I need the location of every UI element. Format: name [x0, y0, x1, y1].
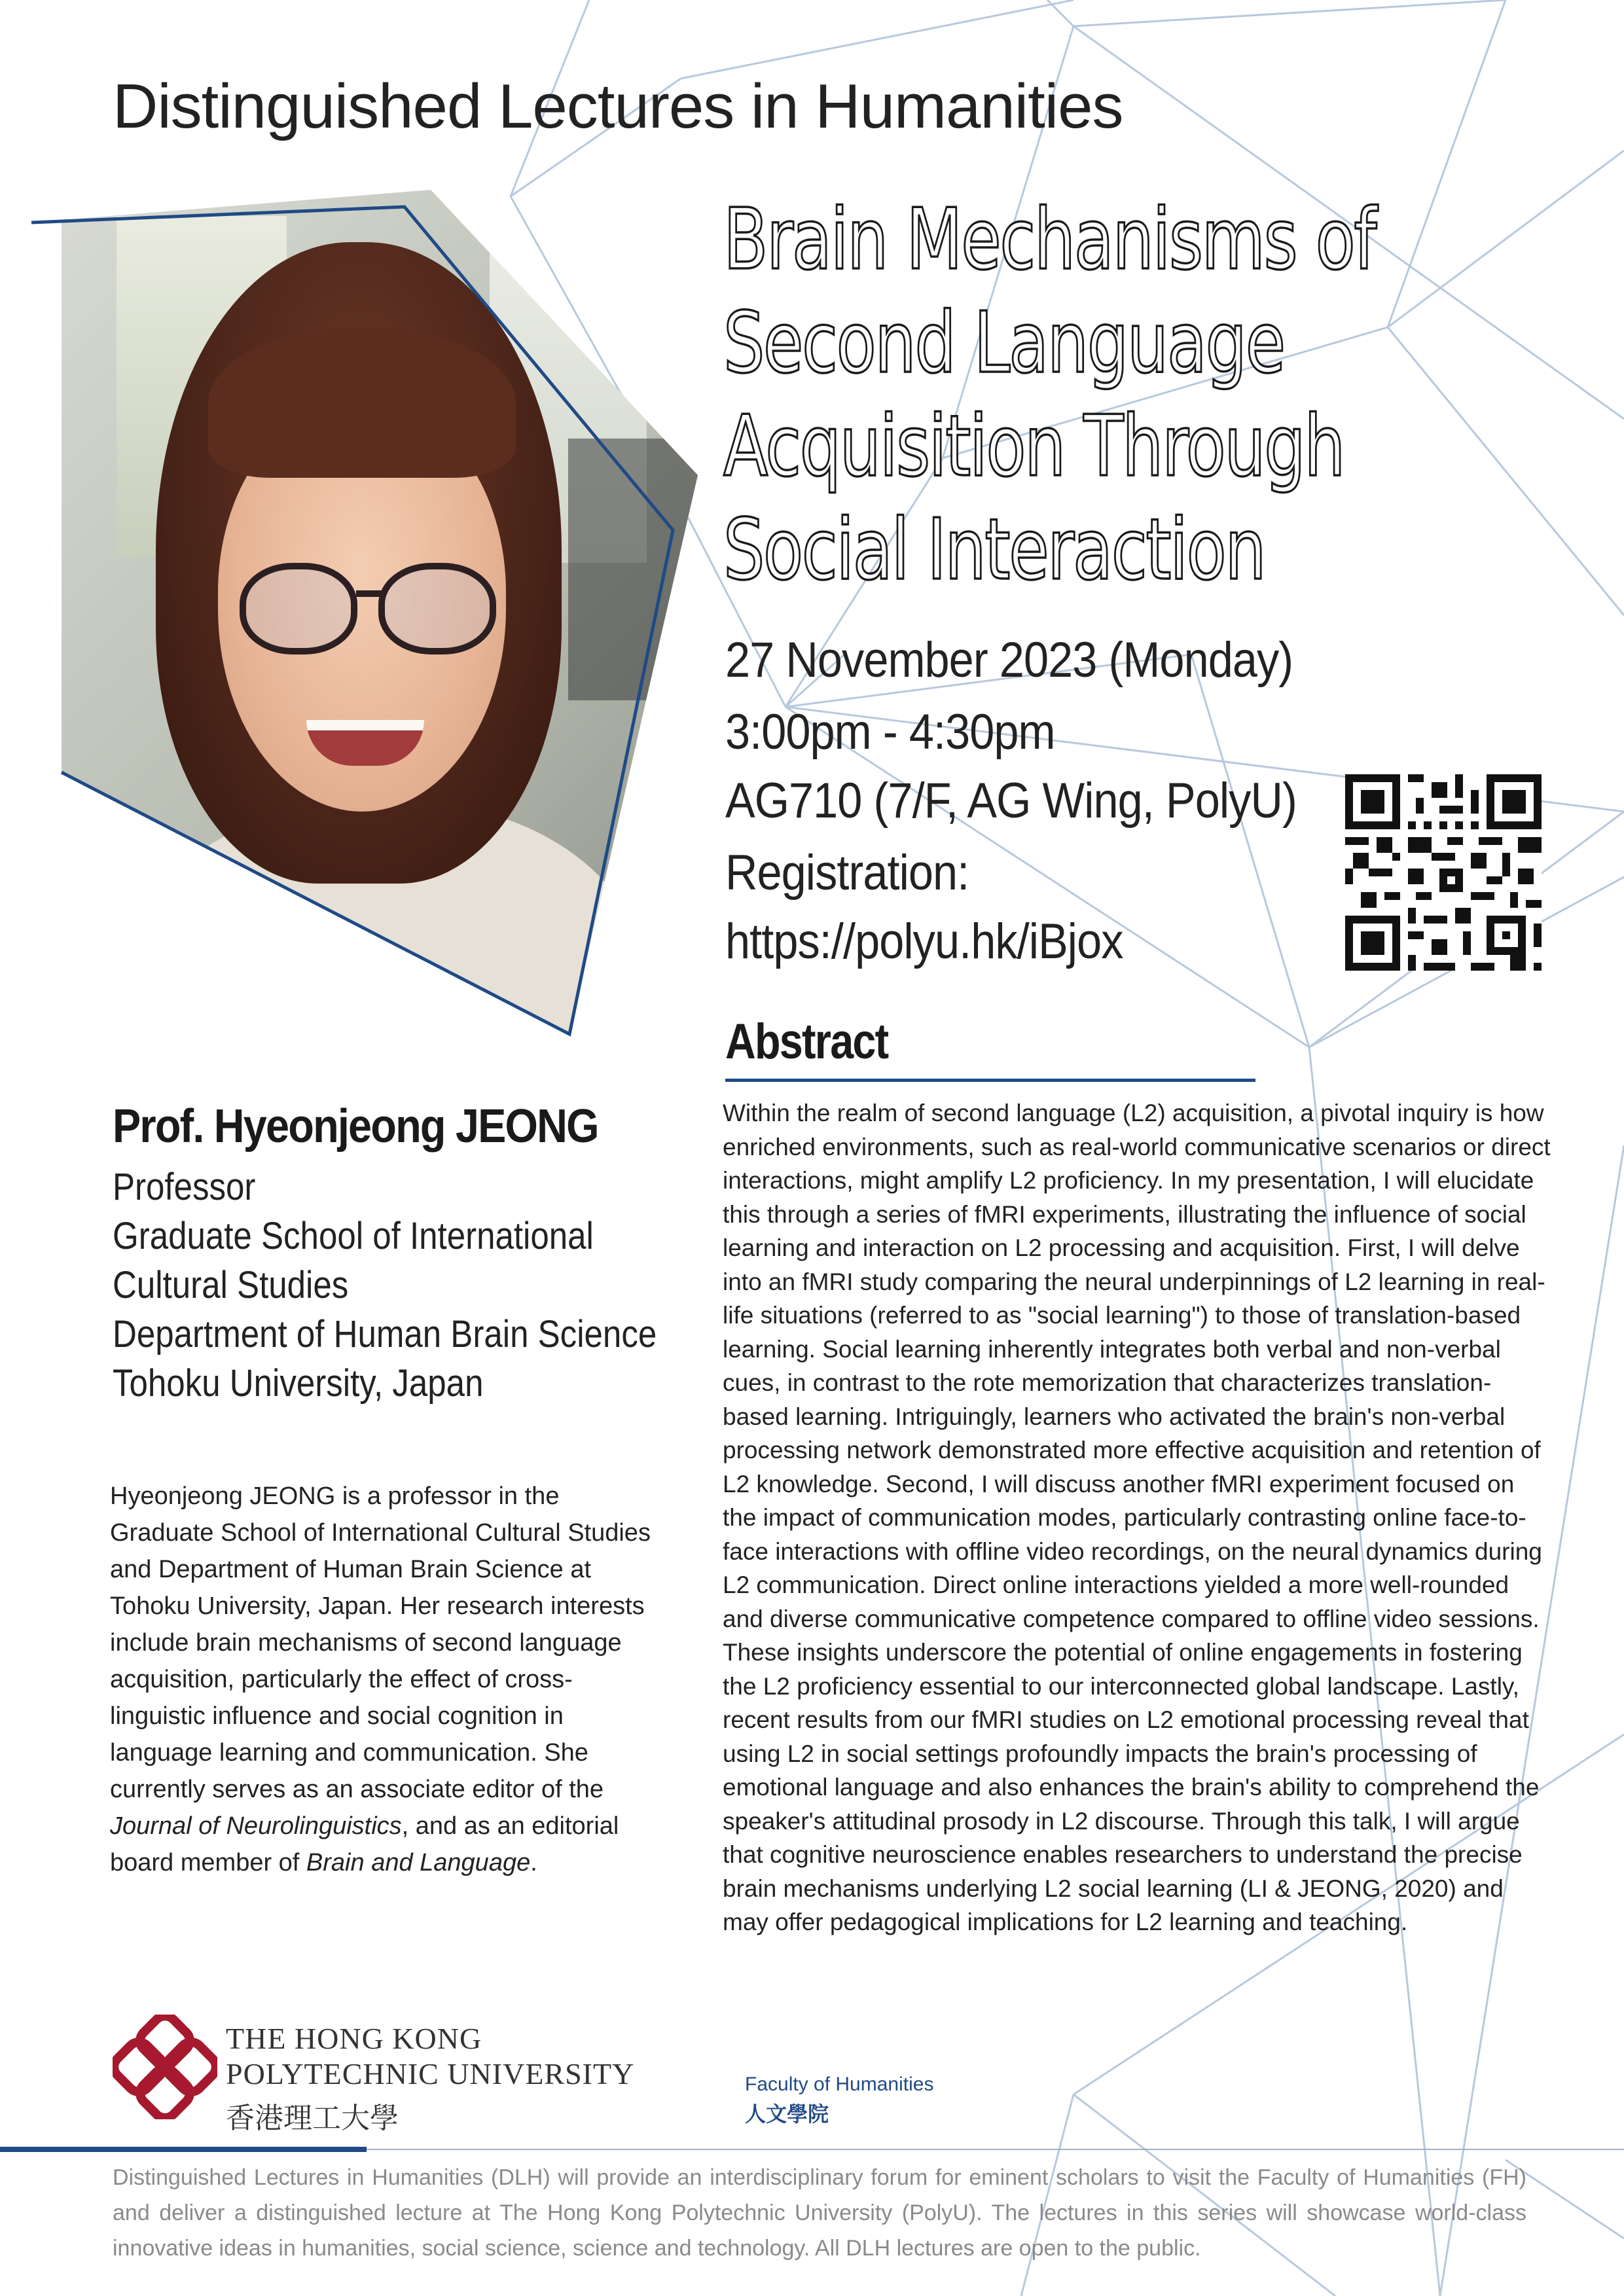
faculty-name-english: Faculty of Humanities	[745, 2073, 934, 2095]
abstract-divider	[725, 1079, 1255, 1082]
speaker-affiliation-line: Graduate School of International	[113, 1215, 594, 1257]
bio-text: Hyeonjeong JEONG is a professor in the Graduate School of International Cultural Studies and Department of Human Brain Science at Tohoku University, Japan. Her research interests include brain mechanisms of second language acquisition, particularly the effect of cross-linguistic influence and social cognition in language learning and communication. She currently serves as an associate editor of the	[110, 1482, 651, 1803]
speaker-bio	[110, 1478, 660, 1881]
registration-qr-code[interactable]	[1345, 774, 1542, 971]
speaker-affiliation-line: Tohoku University, Japan	[113, 1362, 484, 1405]
speaker-title: Professor	[113, 1166, 256, 1208]
registration-link[interactable]: https://polyu.hk/iBjox	[725, 914, 1123, 969]
footer-divider-accent	[0, 2147, 367, 2152]
speaker-affiliation-line: Department of Human Brain Science	[113, 1313, 657, 1355]
abstract-text: Within the realm of second language (L2) acquisition, a pivotal inquiry is how enriched environments, such as real-world communicative scenarios or direct interactions, might amplify L2 proficiency. In my presentation, I will elucidate this through a series of fMRI experiments, illustrating the influence of social learning and interaction on L2 processing and acquisition. First, I will delve into an fMRI study comparing the neural underpinnings of L2 learning in real-life situations (referred to as "social learning") to those of translation-based learning. Social learning inherently integrates both verbal and non-verbal cues, in contrast to the rote memorization that characterizes translation-based learning. Intriguingly, learners who activated the brain's non-verbal processing network demonstrated more effective acquisition and retention of L2 knowledge. Second, I will discuss another fMRI experiment focused on the impact of communication modes, particularly contrasting online face-to-face interactions with offline video recordings, on the neural dynamics during L2 communication. Direct online interactions yielded a more well-rounded and diverse communicative competence compared to offline video sessions. These insights underscore the potential of online engagements in fostering the L2 proficiency essential to our interconnected global landscape. Lastly, recent results from our fMRI studies on L2 emotional processing reveal that using L2 in social settings profoundly impacts the brain's processing of emotional language and also enhances the brain's ability to comprehend the speaker's attitudinal prosody in L2 discourse. Through this talk, I will argue that cognitive neuroscience enables researchers to understand the precise brain mechanisms underlying L2 social learning (LI & JEONG, 2020) and may offer pedagogical implications for L2 learning and teaching.	[723, 1100, 1551, 1935]
polyu-name-line1: THE HONG KONG	[226, 2022, 482, 2055]
photo-frame-outline	[31, 190, 712, 1054]
polyu-logo-icon	[113, 2015, 217, 2119]
talk-title	[723, 188, 1376, 602]
bio-journal-title: Brain and Language	[306, 1849, 531, 1876]
talk-title-line: Brain Mechanisms of	[723, 191, 1376, 289]
bio-journal-title: Journal of Neurolinguistics	[110, 1812, 402, 1840]
bio-text: .	[530, 1849, 537, 1876]
abstract-heading: Abstract	[725, 1014, 888, 1069]
speaker-affiliation-line: Cultural Studies	[113, 1264, 349, 1306]
footer-divider	[367, 2149, 1624, 2150]
event-venue: AG710 (7/F, AG Wing, PolyU)	[725, 773, 1297, 829]
event-time: 3:00pm - 4:30pm	[725, 704, 1055, 760]
footer-text: Distinguished Lectures in Humanities (DLH) will provide an interdisciplinary forum for eminent scholars to visit the Faculty of Humanities (FH) and deliver a distinguished lecture at The Hong Kong Polytechnic University (PolyU). The lectures in this series will showcase world-class innovative ideas in humanities, social science, science and technology. All DLH lectures are open to the public.	[113, 2165, 1526, 2261]
talk-title-line: Acquisition Through	[723, 398, 1344, 495]
series-title: Distinguished Lectures in Humanities	[113, 71, 1123, 141]
bio-text: , and as an editorial board member of	[110, 1812, 619, 1876]
polyu-name-chinese: 香港理工大學	[226, 2102, 399, 2134]
talk-title-line: Second Language	[723, 295, 1284, 392]
speaker-name: Prof. Hyeonjeong JEONG	[113, 1100, 598, 1153]
speaker-photo	[31, 190, 712, 1054]
footer-description	[113, 2160, 1526, 2266]
event-date: 27 November 2023 (Monday)	[725, 632, 1293, 688]
talk-title-line: Social Interaction	[723, 501, 1265, 599]
polyu-name-line2: POLYTECHNIC UNIVERSITY	[226, 2057, 635, 2090]
faculty-name-chinese: 人文學院	[745, 2102, 829, 2126]
abstract-body	[723, 1096, 1554, 1939]
registration-label: Registration:	[725, 845, 969, 901]
